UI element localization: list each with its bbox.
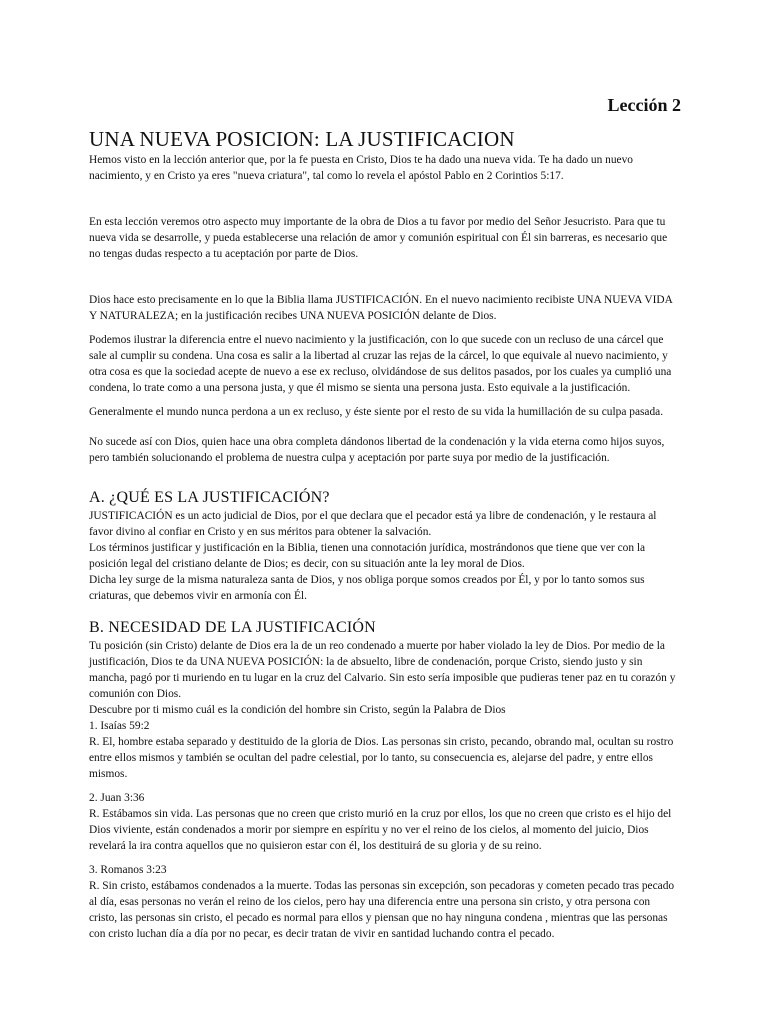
section-a-heading: A. ¿QUÉ ES LA JUSTIFICACIÓN? xyxy=(89,489,330,506)
section-a-line-3: Dicha ley surge de la misma naturaleza santa de Dios, y nos obliga porque somos creados por Él, y por lo tanto somos sus criaturas, que debemos vivir en armonía con Él. xyxy=(89,574,645,602)
intro-paragraph-5: Generalmente el mundo nunca perdona a un ex recluso, y éste siente por el resto de su vida la humillación de su culpa pasada. xyxy=(89,406,664,418)
question-answer-1: R. El, hombre estaba separado y destituido de la gloria de Dios. Las personas sin cristo, pecando, obrando mal, ocultan su rostro entre ellos mismos y también se ocultan del padre celestial, por lo tanto, su consecuencia es, alejarse del padre, y entre ellos mismos. xyxy=(89,736,674,780)
section-b-heading: B. NECESIDAD DE LA JUSTIFICACIÓN xyxy=(89,619,376,636)
intro-paragraph-6: No sucede así con Dios, quien hace una obra completa dándonos libertad de la condenación y la vida eterna como hijos suyos, pero también solucionando el problema de nuestra culpa y aceptación por parte suya por medio de la justificación. xyxy=(89,436,665,464)
section-a-line-2: Los términos justificar y justificación en la Biblia, tienen una connotación jurídica, mostrándonos que tiene que ver con la posición legal del cristiano delante de Dios; es decir, con su situación ante la ley moral de Dios. xyxy=(89,542,646,570)
document-page xyxy=(89,94,681,942)
intro-paragraph-2: En esta lección veremos otro aspecto muy importante de la obra de Dios a tu favor por medio del Señor Jesucristo. Para que tu nueva vida se desarrolle, y pueda establecerse una relación de amor y comunión espiritual con Él sin barreras, es necesario que no tengas dudas respecto a tu aceptación por parte de Dios. xyxy=(89,216,668,260)
section-a-body xyxy=(89,508,681,604)
question-ref-3: 3. Romanos 3:23 xyxy=(89,864,167,876)
question-ref-1: 1. Isaías 59:2 xyxy=(89,720,150,732)
intro-paragraph-3: Dios hace esto precisamente en lo que la Biblia llama JUSTIFICACIÓN. En el nuevo nacimiento recibiste UNA NUEVA VIDA Y NATURALEZA; en la justificación recibes UNA NUEVA POSICIÓN delante de Dios. xyxy=(89,294,673,322)
section-b-body xyxy=(89,638,681,942)
intro-paragraph-4: Podemos ilustrar la diferencia entre el nuevo nacimiento y la justificación, con lo que sucede con un recluso de una cárcel que sale al cumplir su condena. Una cosa es salir a la libertad al cruzar las rejas de la cárcel, lo que equivale al nuevo nacimiento, y otra cosa es que la sociedad acepte de nuevo a ese ex recluso, olvidándose de sus delitos pasados, por los cuales ya cumplió una condena, lo trate como a una persona justa, y que él mismo se sienta una persona justa. Esto equivale a la justificación. xyxy=(89,334,672,394)
section-a-line-1: JUSTIFICACIÓN es un acto judicial de Dios, por el que declara que el pecador está ya libre de condenación, y le restaura al favor divino al confiar en Cristo y en sus méritos para obtener la salvación. xyxy=(89,510,657,538)
lesson-number: Lección 2 xyxy=(607,95,681,115)
document-title: UNA NUEVA POSICION: LA JUSTIFICACION xyxy=(89,127,515,151)
question-ref-2: 2. Juan 3:36 xyxy=(89,792,145,804)
section-b-line-2: Descubre por ti mismo cuál es la condición del hombre sin Cristo, según la Palabra de Dios xyxy=(89,704,506,716)
intro-paragraph-1: Hemos visto en la lección anterior que, por la fe puesta en Cristo, Dios te ha dado una nueva vida. Te ha dado un nuevo nacimiento, y en Cristo ya eres "nueva criatura", tal como lo revela el apóstol Pablo en 2 Corintios 5:17. xyxy=(89,154,634,182)
section-b-line-1: Tu posición (sin Cristo) delante de Dios era la de un reo condenado a muerte por haber violado la ley de Dios. Por medio de la justificación, Dios te da UNA NUEVA POSICIÓN: la de absuelto, libre de condenación, porque Cristo, siendo justo y sin mancha, pagó por ti muriendo en tu lugar en la cruz del Calvario. Sin esto sería imposible que pudieras tener paz en tu corazón y comunión con Dios. xyxy=(89,640,676,700)
question-answer-2: R. Estábamos sin vida. Las personas que no creen que cristo murió en la cruz por ellos, los que no creen que cristo es el hijo del Dios viviente, están condenados a morir por siempre en espíritu y no ver el reino de los cielos, al momento del juicio, Dios revelará la ira contra aquellos que no quisieron estar con él, los destituirá de su gloria y de su reino. xyxy=(89,808,672,852)
question-answer-3: R. Sin cristo, estábamos condenados a la muerte. Todas las personas sin excepción, son pecadoras y cometen pecado tras pecado al día, esas personas no verán el reino de los cielos, pero hay una diferencia entre una persona sin cristo, y otra persona con cristo, las personas sin cristo, el pecado es normal para ellos y piensan que no hay ninguna condena , mientras que las personas con cristo luchan día a día por no pecar, es decir tratan de vivir en santidad luchando contra el pecado. xyxy=(89,880,675,940)
